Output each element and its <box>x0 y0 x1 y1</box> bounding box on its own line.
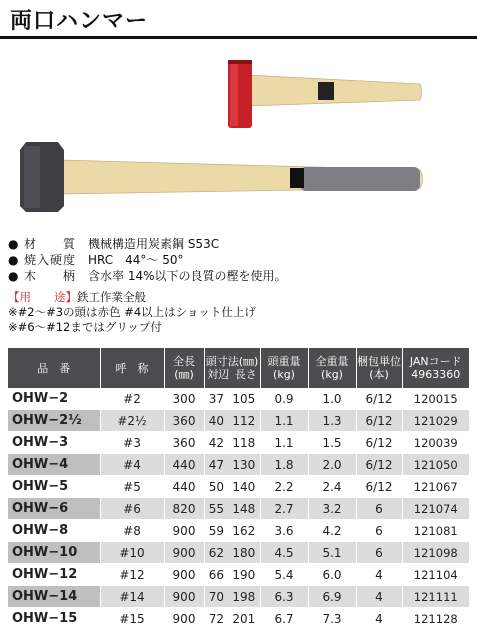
page-title: 両口ハンマー <box>10 9 149 34</box>
cell-head-width: 47 <box>208 457 224 472</box>
cell-total-weight: 4.2 <box>308 520 356 542</box>
table-row <box>8 608 469 630</box>
cell-head-size <box>204 388 260 410</box>
cell-model: OHW−10 <box>8 542 100 564</box>
cell-head-size <box>204 608 260 630</box>
header-head-size: 頭寸法(㎜) 対辺 長さ <box>204 348 260 388</box>
table-row <box>8 476 469 498</box>
spec-hardness <box>8 252 287 268</box>
hammer-product-image <box>0 42 477 232</box>
cell-size-name: #2 <box>100 388 164 410</box>
cell-model: OHW−6 <box>8 498 100 520</box>
cell-jan-code: 121111 <box>402 586 469 608</box>
cell-model: OHW−2½ <box>8 410 100 432</box>
table-row <box>8 542 469 564</box>
cell-head-length: 105 <box>232 391 256 406</box>
cell-pack-unit: 6/12 <box>356 476 402 498</box>
usage-value: 鉄工作業全般 <box>77 290 146 304</box>
cell-head-length: 130 <box>232 457 256 472</box>
cell-head-size <box>204 432 260 454</box>
cell-head-size <box>204 454 260 476</box>
cell-head-width: 70 <box>208 589 224 604</box>
cell-jan-code: 121081 <box>402 520 469 542</box>
cell-pack-unit: 4 <box>356 586 402 608</box>
bullet-icon: ● <box>8 253 19 267</box>
usage-note: ※#6～#12まではグリップ付 <box>8 320 162 334</box>
cell-length: 360 <box>164 432 204 454</box>
cell-total-weight: 3.2 <box>308 498 356 520</box>
cell-head-size <box>204 476 260 498</box>
table-row <box>8 586 469 608</box>
cell-head-size <box>204 542 260 564</box>
cell-model: OHW−12 <box>8 564 100 586</box>
bullet-icon: ● <box>8 237 19 251</box>
spec-table <box>8 348 469 630</box>
spec-value: HRC 44°～ 50° <box>88 253 184 267</box>
dark-hammer-illustration <box>20 142 423 212</box>
cell-total-weight: 1.3 <box>308 410 356 432</box>
header-model: 品 番 <box>8 348 100 388</box>
cell-head-weight: 6.3 <box>260 586 308 608</box>
cell-head-weight: 2.2 <box>260 476 308 498</box>
cell-head-weight: 3.6 <box>260 520 308 542</box>
cell-model: OHW−15 <box>8 608 100 630</box>
cell-head-length: 148 <box>232 501 256 516</box>
cell-size-name: #4 <box>100 454 164 476</box>
spec-value: 含水率 14%以下の良質の樫を使用。 <box>88 269 287 283</box>
red-hammer-illustration <box>228 60 422 128</box>
cell-length: 360 <box>164 410 204 432</box>
title-divider <box>0 36 477 39</box>
cell-jan-code: 121098 <box>402 542 469 564</box>
cell-length: 900 <box>164 520 204 542</box>
header-length: 全長 (㎜) <box>164 348 204 388</box>
cell-head-width: 66 <box>208 567 224 582</box>
cell-head-width: 62 <box>208 545 224 560</box>
cell-head-weight: 0.9 <box>260 388 308 410</box>
cell-jan-code: 121128 <box>402 608 469 630</box>
cell-head-weight: 4.5 <box>260 542 308 564</box>
cell-length: 900 <box>164 542 204 564</box>
cell-head-length: 190 <box>232 567 256 582</box>
cell-length: 300 <box>164 388 204 410</box>
cell-head-weight: 1.8 <box>260 454 308 476</box>
table-row <box>8 388 469 410</box>
table-row <box>8 520 469 542</box>
spec-label: 焼入硬度 <box>24 253 77 267</box>
table-row <box>8 498 469 520</box>
cell-model: OHW−14 <box>8 586 100 608</box>
cell-size-name: #10 <box>100 542 164 564</box>
cell-jan-code: 121050 <box>402 454 469 476</box>
table-row <box>8 410 469 432</box>
cell-head-weight: 1.1 <box>260 432 308 454</box>
cell-head-width: 59 <box>208 523 224 538</box>
cell-head-weight: 5.4 <box>260 564 308 586</box>
spec-handle <box>8 268 287 284</box>
table-header-row <box>8 348 469 388</box>
cell-head-width: 72 <box>208 611 224 626</box>
cell-total-weight: 7.3 <box>308 608 356 630</box>
cell-pack-unit: 6 <box>356 520 402 542</box>
header-size-name: 呼 称 <box>100 348 164 388</box>
cell-total-weight: 2.4 <box>308 476 356 498</box>
cell-pack-unit: 6/12 <box>356 410 402 432</box>
cell-length: 820 <box>164 498 204 520</box>
cell-length: 440 <box>164 476 204 498</box>
cell-head-length: 118 <box>232 435 256 450</box>
table-row <box>8 454 469 476</box>
cell-head-weight: 6.7 <box>260 608 308 630</box>
table-row <box>8 564 469 586</box>
cell-size-name: #12 <box>100 564 164 586</box>
cell-jan-code: 121074 <box>402 498 469 520</box>
cell-head-size <box>204 586 260 608</box>
cell-total-weight: 6.9 <box>308 586 356 608</box>
cell-model: OHW−3 <box>8 432 100 454</box>
cell-head-length: 162 <box>232 523 256 538</box>
header-total-weight: 全重量 (kg) <box>308 348 356 388</box>
cell-head-width: 40 <box>208 413 224 428</box>
cell-head-length: 201 <box>232 611 256 626</box>
cell-pack-unit: 6/12 <box>356 388 402 410</box>
spec-list <box>8 236 287 284</box>
cell-model: OHW−5 <box>8 476 100 498</box>
bullet-icon: ● <box>8 269 19 283</box>
header-head-weight: 頭重量 (kg) <box>260 348 308 388</box>
cell-head-width: 55 <box>208 501 224 516</box>
cell-pack-unit: 6/12 <box>356 432 402 454</box>
usage-row <box>8 290 256 305</box>
spec-label: 木 柄 <box>24 269 77 283</box>
cell-model: OHW−8 <box>8 520 100 542</box>
spec-value: 機械構造用炭素鋼 S53C <box>88 237 220 251</box>
cell-size-name: #15 <box>100 608 164 630</box>
cell-size-name: #8 <box>100 520 164 542</box>
cell-pack-unit: 4 <box>356 608 402 630</box>
cell-size-name: #2½ <box>100 410 164 432</box>
cell-head-size <box>204 520 260 542</box>
cell-jan-code: 120015 <box>402 388 469 410</box>
cell-head-size <box>204 564 260 586</box>
cell-model: OHW−2 <box>8 388 100 410</box>
cell-head-width: 37 <box>208 391 224 406</box>
cell-head-length: 140 <box>232 479 256 494</box>
header-jan-code: JANコード 4963360 <box>402 348 469 388</box>
usage-note: ※#2～#3の頭は赤色 #4以上はショット仕上げ <box>8 305 256 319</box>
cell-pack-unit: 6 <box>356 498 402 520</box>
cell-size-name: #6 <box>100 498 164 520</box>
spec-material <box>8 236 287 252</box>
cell-head-weight: 2.7 <box>260 498 308 520</box>
header-pack-unit: 梱包単位 (本) <box>356 348 402 388</box>
usage-section <box>8 290 256 335</box>
cell-total-weight: 1.0 <box>308 388 356 410</box>
cell-length: 900 <box>164 586 204 608</box>
cell-pack-unit: 6 <box>356 542 402 564</box>
cell-head-width: 42 <box>208 435 224 450</box>
cell-size-name: #14 <box>100 586 164 608</box>
cell-head-length: 198 <box>232 589 256 604</box>
cell-head-size <box>204 498 260 520</box>
spec-label: 材 質 <box>24 237 77 251</box>
cell-head-width: 50 <box>208 479 224 494</box>
cell-head-size <box>204 410 260 432</box>
cell-length: 900 <box>164 564 204 586</box>
cell-jan-code: 121029 <box>402 410 469 432</box>
cell-length: 900 <box>164 608 204 630</box>
cell-head-weight: 1.1 <box>260 410 308 432</box>
cell-size-name: #5 <box>100 476 164 498</box>
cell-jan-code: 120039 <box>402 432 469 454</box>
cell-head-length: 180 <box>232 545 256 560</box>
cell-total-weight: 6.0 <box>308 564 356 586</box>
cell-size-name: #3 <box>100 432 164 454</box>
cell-total-weight: 2.0 <box>308 454 356 476</box>
cell-head-length: 112 <box>232 413 256 428</box>
cell-jan-code: 121067 <box>402 476 469 498</box>
table-row <box>8 432 469 454</box>
cell-model: OHW−4 <box>8 454 100 476</box>
cell-pack-unit: 4 <box>356 564 402 586</box>
cell-length: 440 <box>164 454 204 476</box>
cell-total-weight: 1.5 <box>308 432 356 454</box>
usage-label: 【用 途】 <box>8 290 77 304</box>
cell-pack-unit: 6/12 <box>356 454 402 476</box>
cell-total-weight: 5.1 <box>308 542 356 564</box>
cell-jan-code: 121104 <box>402 564 469 586</box>
